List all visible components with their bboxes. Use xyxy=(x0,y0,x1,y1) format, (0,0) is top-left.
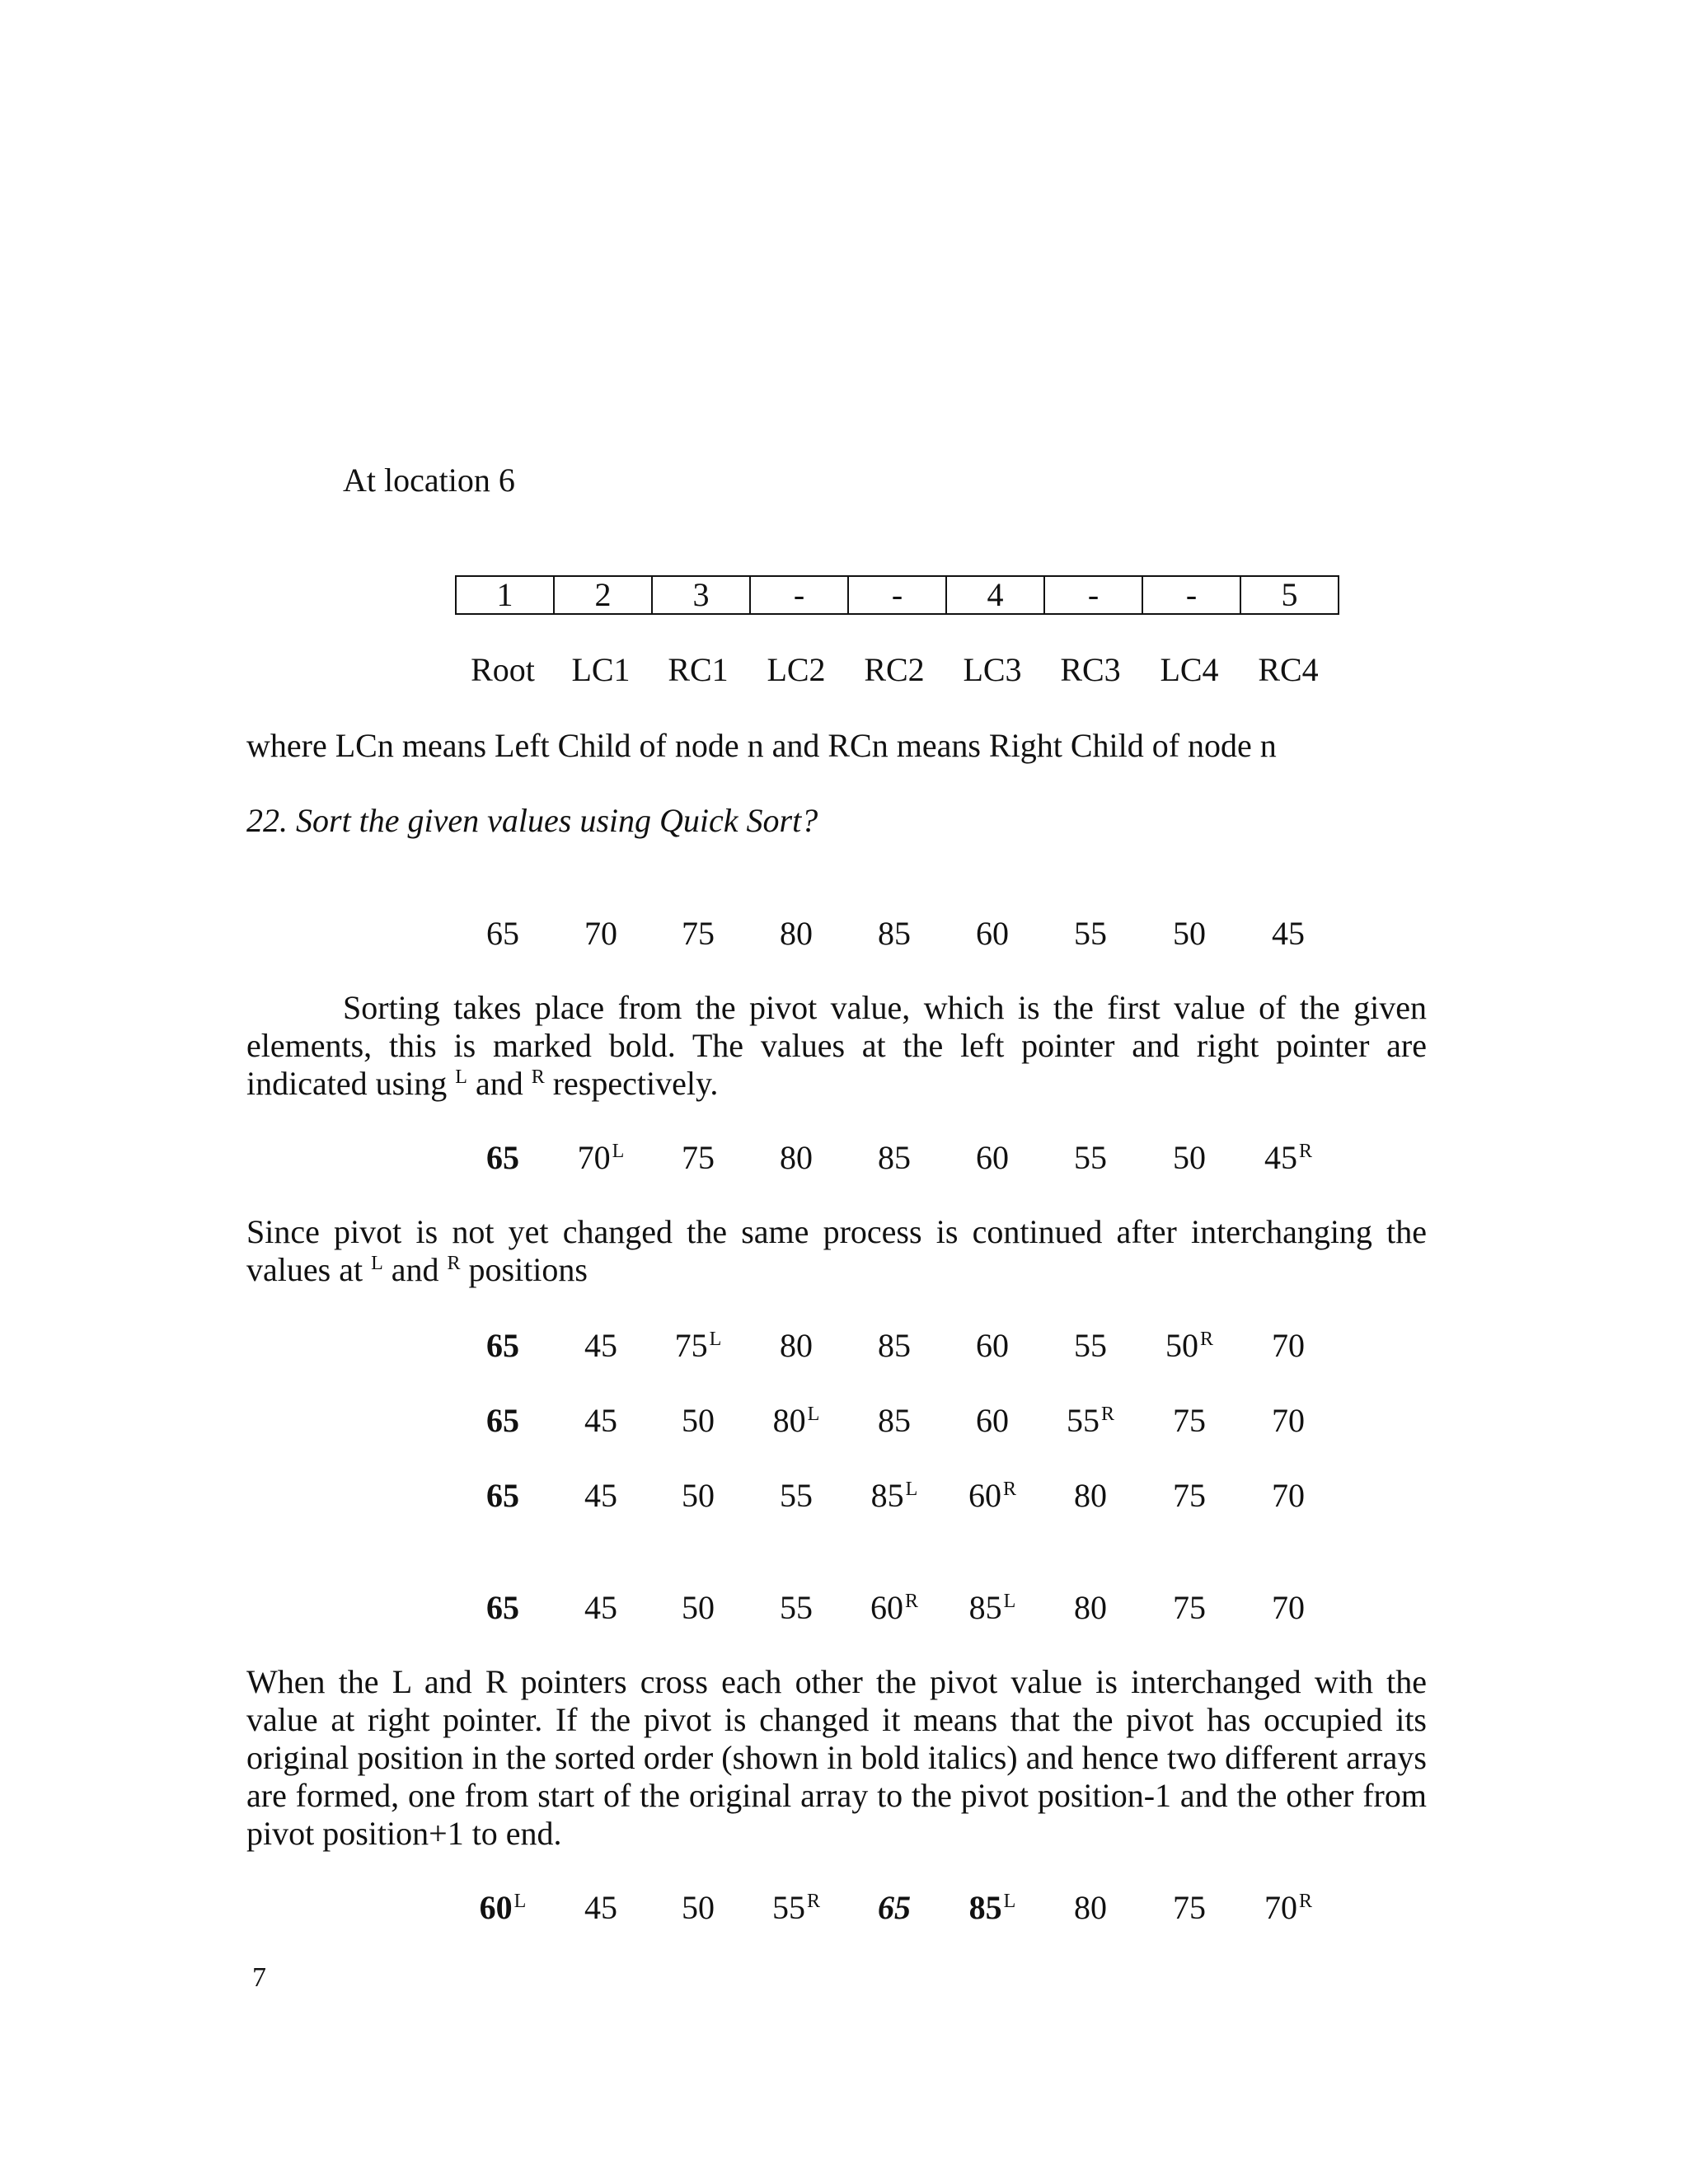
para1-and: and xyxy=(475,1065,523,1102)
value-text: 85 xyxy=(968,1589,1002,1626)
value-text: 65 xyxy=(486,1402,519,1439)
value-text: 75 xyxy=(1173,1889,1206,1926)
tree-label: RC3 xyxy=(1060,651,1121,688)
array-cell: 4 xyxy=(946,576,1044,614)
value-cell xyxy=(1231,1325,1346,1366)
value-text: 55 xyxy=(1066,1402,1100,1439)
value-cell xyxy=(1132,1887,1247,1929)
array-cell: 5 xyxy=(1240,576,1339,614)
value-text: 85 xyxy=(878,1327,911,1364)
value-text: 75 xyxy=(682,1139,715,1176)
value-cell: 65 xyxy=(486,915,519,952)
para2-text-end: positions xyxy=(468,1251,588,1288)
question-heading: 22. Sort the given values using Quick Sort? xyxy=(246,802,818,839)
value-text: 45 xyxy=(584,1327,617,1364)
value-text: 50 xyxy=(682,1477,715,1514)
value-cell: 55 xyxy=(1074,915,1107,952)
value-text: 50 xyxy=(1173,1139,1206,1176)
right-pointer-marker: R xyxy=(1298,1141,1312,1162)
value-cell xyxy=(1033,1887,1148,1929)
value-text: 60 xyxy=(968,1477,1001,1514)
tree-array-row xyxy=(456,576,1339,614)
value-text: 55 xyxy=(780,1477,813,1514)
value-text: 70 xyxy=(1272,1477,1305,1514)
tree-label: RC2 xyxy=(864,651,925,688)
left-pointer-marker: L xyxy=(1003,1891,1016,1912)
tree-label: RC1 xyxy=(668,651,729,688)
value-text: 65 xyxy=(486,1327,519,1364)
page-number: 7 xyxy=(252,1962,266,1993)
value-text: 75 xyxy=(1173,1477,1206,1514)
value-text: 45 xyxy=(1264,1139,1297,1176)
right-pointer-marker: R xyxy=(1100,1404,1114,1425)
array-cell: - xyxy=(1142,576,1240,614)
value-cell xyxy=(1132,1475,1247,1516)
value-text: 80 xyxy=(780,1139,813,1176)
left-pointer-marker: L xyxy=(513,1891,527,1912)
array-cell: 3 xyxy=(652,576,750,614)
explanation-paragraph-2 xyxy=(246,1213,1427,1289)
value-cell xyxy=(1231,1137,1346,1179)
right-pointer-marker: R xyxy=(904,1591,918,1612)
value-cell xyxy=(1033,1587,1148,1629)
value-text: 50 xyxy=(682,1402,715,1439)
value-text: 60 xyxy=(479,1889,513,1926)
value-cell: 70 xyxy=(584,915,617,952)
value-text: 55 xyxy=(1074,1327,1107,1364)
value-text: 50 xyxy=(682,1589,715,1626)
para1-text: Sorting takes place from the pivot value, which is the first value of the given elements, this is marked bold. The values at the left pointer and right pointer are indicated using xyxy=(246,989,1427,1102)
array-cell: 1 xyxy=(456,576,554,614)
value-text: 85 xyxy=(968,1889,1002,1926)
value-text: 80 xyxy=(1074,1889,1107,1926)
tree-label: LC3 xyxy=(963,651,1022,688)
value-text: 60 xyxy=(976,1402,1009,1439)
value-text: 75 xyxy=(1173,1589,1206,1626)
tree-label: LC4 xyxy=(1160,651,1219,688)
value-text: 45 xyxy=(584,1889,617,1926)
value-text: 50 xyxy=(682,1889,715,1926)
para2-and: and xyxy=(391,1251,439,1288)
para1-text-end: respectively. xyxy=(552,1065,719,1102)
value-text: 50 xyxy=(1165,1327,1198,1364)
value-cell: 75 xyxy=(682,915,715,952)
value-text: 70 xyxy=(1272,1327,1305,1364)
value-text: 60 xyxy=(976,1327,1009,1364)
value-cell xyxy=(1132,1325,1247,1366)
left-pointer-marker: L xyxy=(905,1479,918,1500)
right-pointer-marker: R xyxy=(1002,1479,1016,1500)
value-text: 60 xyxy=(870,1589,903,1626)
value-text: 70 xyxy=(577,1139,611,1176)
value-cell xyxy=(1033,1137,1148,1179)
value-text: 75 xyxy=(674,1327,708,1364)
right-pointer-marker: R xyxy=(447,1253,461,1274)
value-text: 45 xyxy=(584,1402,617,1439)
value-cell xyxy=(1231,1400,1346,1441)
tree-label: LC1 xyxy=(571,651,631,688)
value-text: 65 xyxy=(486,1589,519,1626)
array-cell: 2 xyxy=(554,576,652,614)
value-text: 75 xyxy=(1173,1402,1206,1439)
value-text: 55 xyxy=(780,1589,813,1626)
explanation-paragraph-1 xyxy=(246,989,1427,1103)
tree-label: LC2 xyxy=(767,651,826,688)
value-cell xyxy=(1132,1137,1247,1179)
value-text: 55 xyxy=(771,1889,805,1926)
para2-text: Since pivot is not yet changed the same process is continued after interchanging the values at xyxy=(246,1213,1427,1288)
left-pointer-marker: L xyxy=(807,1404,820,1425)
value-text: 65 xyxy=(486,1139,519,1176)
left-pointer-marker: L xyxy=(612,1141,625,1162)
array-cell: - xyxy=(1044,576,1142,614)
left-pointer-marker: L xyxy=(371,1253,383,1274)
value-cell xyxy=(1231,1587,1346,1629)
definition-text: where LCn means Left Child of node n and RCn means Right Child of node n xyxy=(246,727,1277,764)
value-text: 70 xyxy=(1272,1402,1305,1439)
array-cell: - xyxy=(848,576,946,614)
value-text: 85 xyxy=(878,1139,911,1176)
value-text: 55 xyxy=(1074,1139,1107,1176)
value-text: 45 xyxy=(584,1477,617,1514)
value-cell xyxy=(1231,1887,1346,1929)
value-cell: 60 xyxy=(976,915,1009,952)
left-pointer-marker: L xyxy=(1003,1591,1016,1612)
value-cell xyxy=(1231,1475,1346,1516)
value-text: 80 xyxy=(772,1402,806,1439)
right-pointer-marker: R xyxy=(1199,1329,1213,1350)
value-text: 45 xyxy=(584,1589,617,1626)
value-text: 85 xyxy=(870,1477,904,1514)
value-cell: 45 xyxy=(1272,915,1305,952)
value-text: 70 xyxy=(1272,1589,1305,1626)
value-cell: 50 xyxy=(1173,915,1206,952)
value-cell xyxy=(1132,1587,1247,1629)
value-text: 65 xyxy=(486,1477,519,1514)
value-cell xyxy=(1033,1400,1148,1441)
right-pointer-marker: R xyxy=(806,1891,820,1912)
value-text: 60 xyxy=(976,1139,1009,1176)
value-cell xyxy=(1033,1475,1148,1516)
tree-label: Root xyxy=(471,651,535,688)
left-pointer-marker: L xyxy=(709,1329,722,1350)
value-text: 80 xyxy=(1074,1589,1107,1626)
right-pointer-marker: R xyxy=(531,1066,545,1088)
value-text: 85 xyxy=(878,1402,911,1439)
value-cell xyxy=(1132,1400,1247,1441)
value-text: 70 xyxy=(1264,1889,1297,1926)
array-cell: - xyxy=(750,576,848,614)
value-cell: 80 xyxy=(780,915,813,952)
value-cell: 85 xyxy=(878,915,911,952)
tree-label: RC4 xyxy=(1258,651,1319,688)
value-text: 65 xyxy=(878,1889,911,1926)
value-text: 80 xyxy=(1074,1477,1107,1514)
value-cell xyxy=(1033,1325,1148,1366)
left-pointer-marker: L xyxy=(455,1066,467,1088)
explanation-paragraph-3: When the L and R pointers cross each other the pivot value is interchanged with the value at right pointer. If the pivot is changed it means that the pivot has occupied its original position in the sorted order (shown in bold italics) and hence two different arrays are formed, one from start of the original array to the pivot position-1 and the other from pivot position+1 to end. xyxy=(246,1663,1427,1852)
tree-array-table xyxy=(455,575,1339,615)
value-text: 80 xyxy=(780,1327,813,1364)
right-pointer-marker: R xyxy=(1298,1891,1312,1912)
location-heading: At location 6 xyxy=(343,462,515,499)
